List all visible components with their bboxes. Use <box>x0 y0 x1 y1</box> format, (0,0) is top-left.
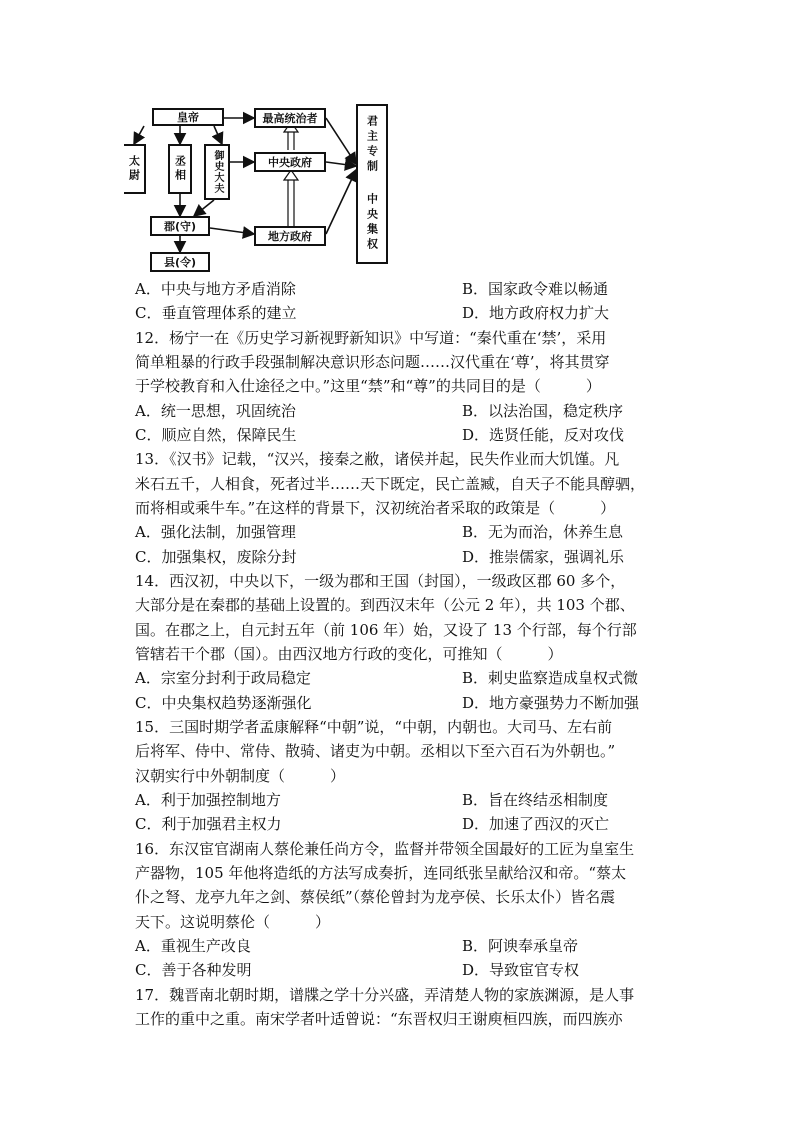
box-chengxiang: 丞相 <box>168 144 192 194</box>
q11-option-c: C．垂直管理体系的建立 <box>135 304 297 322</box>
q15-option-b: B．旨在终结丞相制度 <box>462 791 609 809</box>
q16-option-b: B．阿谀奉承皇帝 <box>462 937 579 955</box>
q13-line: 米石五千，人相食，死者过半……天下既定，民亡盖臧，自天子不能具醇驷， <box>135 475 646 493</box>
q14-line: 国。在郡之上，自元封五年（前 106 年）始，又设了 13 个行部，每个行部 <box>135 621 637 639</box>
box-taiwei: 太尉 <box>124 144 146 194</box>
q14-line: 14．西汉初，中央以下，一级为郡和王国（封国），一级政区郡 60 多个， <box>135 572 626 590</box>
box-local-government: 地方政府 <box>254 226 326 246</box>
q12-option-c: C．顺应自然，保障民生 <box>135 426 297 444</box>
q12-option-b: B．以法治国，稳定秩序 <box>462 402 624 420</box>
q15-option-d: D．加速了西汉的灭亡 <box>462 815 610 833</box>
q16-option-c: C．善于各种发明 <box>135 961 252 979</box>
q12-line: 于学校教育和入仕途径之中。”这里“禁”和“尊”的共同目的是（ ） <box>135 377 601 395</box>
q14-line: 管辖若干个郡（国）。由西汉地方行政的变化，可推知（ ） <box>135 645 563 663</box>
q14-option-c: C．中央集权趋势逐渐强化 <box>135 694 312 712</box>
q17-line: 工作的重中之重。南宋学者叶适曾说：“东晋权归王谢庾桓四族，而四族亦 <box>135 1010 623 1028</box>
box-absolutism-centralization <box>356 104 388 264</box>
q13-option-b: B．无为而治，休养生息 <box>462 523 624 541</box>
q14-line: 大部分是在秦郡的基础上设置的。到西汉末年（公元 2 年），共 103 个郡、 <box>135 596 635 614</box>
q16-line: 仆之弩、龙亭九年之剑、蔡侯纸”（蔡伦曾封为龙亭侯、长乐太仆）皆名震 <box>135 888 616 906</box>
q12-option-a: A．统一思想，巩固统治 <box>135 402 296 420</box>
box-emperor: 皇帝 <box>152 108 224 126</box>
box-supreme-ruler: 最高统治者 <box>254 108 326 128</box>
box-jun: 郡(守) <box>150 216 210 236</box>
label-centralization: 中央集权 <box>365 193 379 253</box>
q16-option-a: A．重视生产改良 <box>135 937 251 955</box>
q13-line: 而将相或乘牛车。”在这样的背景下，汉初统治者采取的政策是（ ） <box>135 499 616 517</box>
q12-line: 12．杨宁一在《历史学习新视野新知识》中写道：“秦代重在‘禁’，采用 <box>135 329 607 347</box>
box-yushi-dafu: 御史大夫 <box>204 144 230 200</box>
q12-line: 简单粗暴的行政手段强制解决意识形态问题……汉代重在‘尊’，将其贯穿 <box>135 353 610 371</box>
label-absolutism: 君主专制 <box>365 115 379 175</box>
q12-option-d: D．选贤任能，反对攻伐 <box>462 426 625 444</box>
q14-option-a: A．宗室分封利于政局稳定 <box>135 669 311 687</box>
q15-line: 汉朝实行中外朝制度（ ） <box>135 767 346 785</box>
q16-line: 16．东汉宦官湖南人蔡伦兼任尚方令，监督并带领全国最好的工匠为皇室生 <box>135 840 635 858</box>
q17-line: 17．魏晋南北朝时期，谱牒之学十分兴盛，弄清楚人物的家族渊源，是人事 <box>135 986 635 1004</box>
q14-option-b: B．刺史监察造成皇权式微 <box>462 669 639 687</box>
q11-option-d: D．地方政府权力扩大 <box>462 304 610 322</box>
q13-line: 13．《汉书》记载，“汉兴，接秦之敝，诸侯并起，民失作业而大饥馑。凡 <box>135 450 620 468</box>
q11-option-b: B．国家政令难以畅通 <box>462 280 609 298</box>
q16-line: 天下。这说明蔡伦（ ） <box>135 913 331 931</box>
q16-line: 产器物，105 年他将造纸的方法写成奏折，连同纸张呈献给汉和帝。“蔡太 <box>135 864 627 882</box>
box-xian: 县(令) <box>150 252 210 272</box>
q11-option-a: A．中央与地方矛盾消除 <box>135 280 296 298</box>
q15-line: 后将军、侍中、常侍、散骑、诸吏为中朝。丞相以下至六百石为外朝也。” <box>135 742 616 760</box>
q13-option-d: D．推崇儒家，强调礼乐 <box>462 548 625 566</box>
q13-option-a: A．强化法制，加强管理 <box>135 523 296 541</box>
q15-option-a: A．利于加强控制地方 <box>135 791 281 809</box>
q15-option-c: C．利于加强君主权力 <box>135 815 282 833</box>
qin-government-structure-diagram <box>127 104 400 276</box>
q13-option-c: C．加强集权，废除分封 <box>135 548 297 566</box>
q14-option-d: D．地方豪强势力不断加强 <box>462 694 640 712</box>
q15-line: 15．三国时期学者孟康解释“中朝”说，“中朝，内朝也。大司马、左右前 <box>135 718 613 736</box>
box-central-government: 中央政府 <box>254 152 326 172</box>
q16-option-d: D．导致宦官专权 <box>462 961 580 979</box>
